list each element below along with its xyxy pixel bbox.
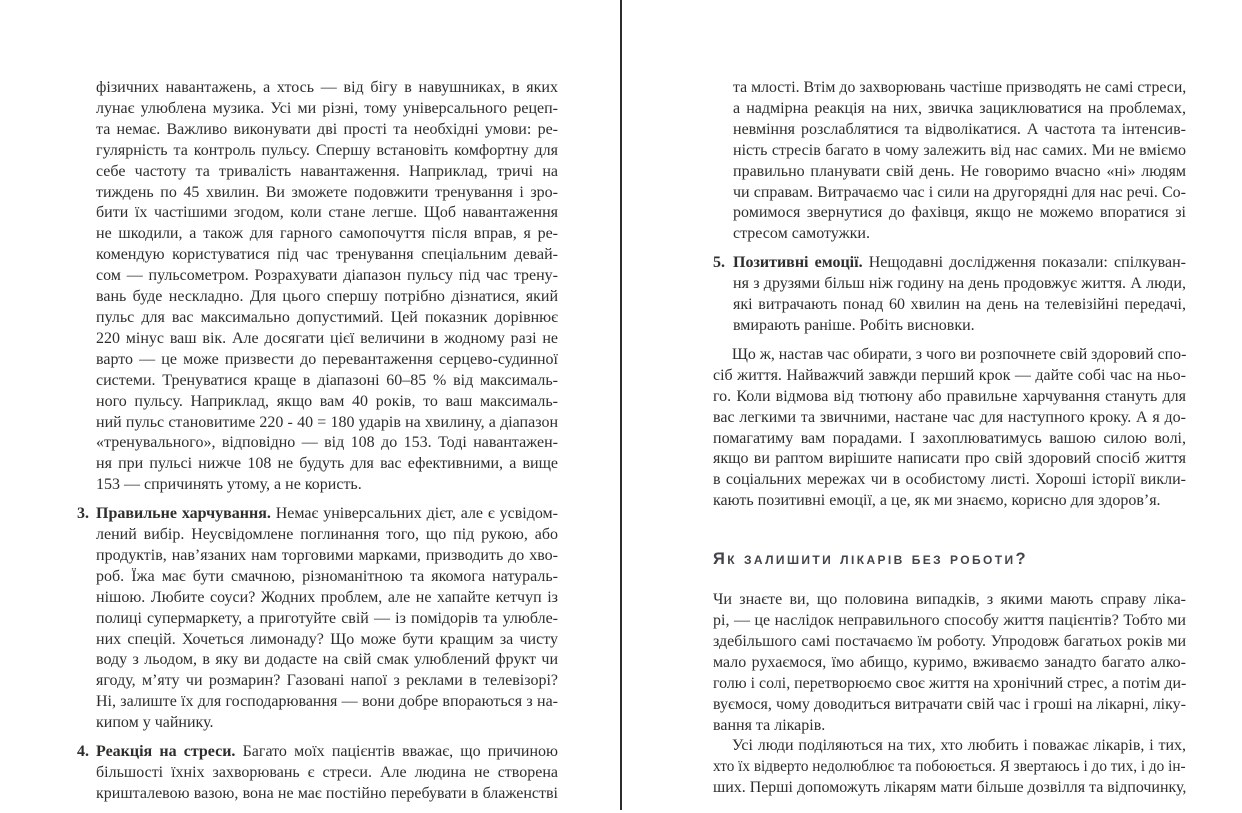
- item-number: 4.: [77, 743, 89, 761]
- text-line: ний пульс становитиме 220 - 40 = 180 ударів на хвилину, а діапазон: [96, 413, 558, 431]
- text-line: здебільшого самі постачаємо їм роботу. Упродовж багатьох років ми: [713, 632, 1186, 650]
- text-line: в соціальних мережах чи в особистому листі. Хороші історії викли-: [713, 471, 1186, 489]
- item-first-line-text: Багато моїх пацієнтів вважає, що причиною: [235, 743, 559, 761]
- text-line: лунає улюблена музика. Усі ми різні, тому універсального рецеп-: [96, 99, 558, 117]
- text-line: стресом самотужки.: [733, 225, 870, 243]
- text-line: ня з друзями більш ніж годину на день продовжує життя. А люди,: [733, 275, 1186, 293]
- item-lead: Позитивні емоції.: [733, 254, 863, 272]
- text-line: ромимося звернутися до фахівця, якщо не можемо впоратися зі: [733, 204, 1186, 222]
- text-line: себе частоту та тривалість навантаження. Наприклад, тричі на: [96, 162, 558, 180]
- text-line: голю і солі, перетворюємо своє життя на хронічний стрес, а потім ди-: [713, 674, 1187, 692]
- text-line: а надмірна реакція на них, звичка зациклюватися на проблемах,: [733, 99, 1186, 117]
- section-heading: Як залишити лікарів без роботи?: [713, 550, 1029, 569]
- text-line: [77, 504, 559, 525]
- item-first-line-text: Нещодавні дослідження показали: спілкуван-: [862, 254, 1186, 272]
- text-line: кипом у чайнику.: [96, 714, 214, 732]
- text-line: якщо ви раптом вирішите написати про свій здоровий спосіб життя: [713, 450, 1186, 468]
- text-line: вуємося, чому доводиться витрачати свій час і гроші на лікарні, ліку-: [713, 695, 1186, 713]
- text-line: ність стресів багато в чому залежить від нас самих. Ми не вміємо: [733, 141, 1186, 159]
- list-item: [713, 253, 1186, 337]
- page-right: [713, 78, 1186, 799]
- text-line: більшості їхніх захворювань є стреси. Але людина не створена: [96, 764, 558, 781]
- item-number: 5.: [713, 254, 725, 272]
- text-line: роб. Їжа має бути смачною, різноманітною та якомога натураль-: [96, 567, 558, 585]
- text-line: системи. Тренуватися краще в діапазоні 60–85 % від максималь-: [96, 371, 558, 389]
- text-line: ягоду, м’яту чи розмарин? Газовані напої з реклами в телевізорі?: [96, 672, 558, 690]
- text-line: помагатиму вам порадами. І захоплюватимусь вашою силою волі,: [713, 429, 1186, 447]
- text-line: лений вибір. Неусвідомлене поглинання того, що під рукою, або: [96, 526, 558, 544]
- text-line: невміння розслаблятися та відволікатися. А частота та інтенсив-: [733, 120, 1186, 138]
- text-line: продуктів, нав’язаних нам торговими марками, призводить до хво-: [96, 546, 558, 564]
- text-line: рі, — це наслідок неправильного способу життя пацієнтів? Тобто ми: [713, 612, 1186, 630]
- text-line: нішою. Любите соуси? Жодних проблем, але не хапайте кетчуп із: [96, 588, 558, 606]
- text-line: мало рухаємося, їмо абищо, куримо, вживаємо занадто багато алко-: [713, 653, 1186, 671]
- page-left: [77, 78, 559, 813]
- text-line: пульс для вас максимально допустимий. Цей показник дорівнює: [96, 308, 558, 326]
- text-line: ших. Перші допоможуть лікарям мати більше дозвілля та відпочинку,: [713, 779, 1187, 797]
- text-line: го. Коли відмова від тютюну або правильне харчування стануть для: [713, 387, 1186, 405]
- text-line: комендую користуватися під час тренування спеціальним девай-: [96, 246, 558, 264]
- paragraph: [96, 78, 558, 496]
- text-line: ного пульсу. Наприклад, якщо вам 40 років, то ваш максималь-: [96, 392, 558, 410]
- text-line: [713, 253, 1186, 274]
- text-line: 153 — спричинять утому, а не користь.: [96, 476, 362, 494]
- list-item: [77, 504, 559, 734]
- text-line: них спецій. Хочеться лимонаду? Що може бути кращим за чисту: [96, 630, 558, 648]
- text-line: варто — це може призвести до перевантаження серцево-судинної: [96, 350, 558, 368]
- text-line: 220 мінус ваш вік. Але досягати цієї величини в жодному разі не: [96, 329, 558, 347]
- item-lead: Правильне харчування.: [96, 505, 271, 523]
- text-line: бити їх частішими згодом, коли стане легше. Щоб навантаження: [96, 204, 558, 222]
- text-line: хто їх відверто недолюблює та побоюється. Я звертаюсь і до тих, і до ін-: [713, 758, 1186, 776]
- text-line: ня при пульсі нижче 108 не будуть для вас ефективними, а вище: [96, 455, 558, 473]
- text-line: Чи знаєте ви, що половина випадків, з якими мають справу ліка-: [713, 591, 1186, 609]
- text-line: вас легкими та звичними, настане час для наступного кроку. А я до-: [713, 408, 1186, 426]
- text-line: кають позитивні емоції, а це, як ми знаємо, корисно для здоров’я.: [713, 492, 1161, 510]
- page-divider: [620, 0, 622, 810]
- paragraph: [713, 345, 1186, 512]
- text-line: вмирають раніше. Робіть висновки.: [733, 316, 975, 334]
- list-item: [77, 742, 559, 805]
- text-line: Усі люди поділяються на тих, хто любить і поважає лікарів, і тих,: [732, 737, 1186, 755]
- text-line: сіб життя. Найважчий завжди перший крок — дайте собі час на ньо-: [713, 366, 1186, 384]
- text-line: вань буде нескладно. Для цього спершу потрібно дізнатися, який: [96, 288, 558, 306]
- text-line: які витрачають понад 60 хвилин на день на телевізійні передачі,: [733, 296, 1186, 314]
- text-line: воду з льодом, в яку ви додасте на свій смак улюблений фрукт чи: [96, 651, 558, 669]
- text-line: Ні, залиште їх для господарювання — вони добре впораються з на-: [96, 693, 558, 711]
- paragraph: [713, 736, 1186, 799]
- text-line: правильно планувати свій день. Не говоримо вчасно «ні» людям: [733, 162, 1186, 180]
- paragraph: [733, 78, 1186, 245]
- text-line: та млості. Втім до захворювань частіше призводять не самі стреси,: [733, 79, 1187, 96]
- text-line: вання та лікарів.: [713, 716, 826, 734]
- text-line: [77, 742, 559, 763]
- text-line: «тренувального», відповідно — від 108 до 153. Тоді навантажен-: [96, 434, 558, 452]
- item-lead: Реакція на стреси.: [96, 743, 236, 761]
- text-line: гулярність та контроль пульсу. Спершу встановіть комфортну для: [96, 141, 558, 159]
- text-line: кришталевою вазою, вона не має постійно перебувати в блаженстві: [96, 784, 558, 802]
- text-line: та немає. Важливо виконувати дві прості та необхідні умови: ре-: [96, 120, 558, 138]
- item-number: 3.: [77, 505, 89, 523]
- text-line: сом — пульсометром. Розрахувати діапазон пульсу під час трену-: [96, 267, 558, 285]
- text-line: не шкодили, а також для гарного самопочуття після вправ, я ре-: [96, 225, 558, 243]
- paragraph: [713, 590, 1186, 736]
- text-line: чи справам. Витрачаємо час і сили на другорядні для нас речі. Со-: [733, 183, 1186, 201]
- text-line: полиці супермаркету, а приготуйте свій — із помідорів та улюбле-: [96, 609, 558, 627]
- item-first-line-text: Немає універсальних дієт, але є усвідом-: [270, 505, 559, 523]
- text-line: фізичних навантажень, а хтось — від бігу в навушниках, в яких: [96, 79, 558, 96]
- text-line: Що ж, настав час обирати, з чого ви розпочнете свій здоровий спо-: [731, 345, 1187, 363]
- text-line: тиждень по 45 хвилин. Ви зможете подовжити тренування і зро-: [96, 183, 558, 201]
